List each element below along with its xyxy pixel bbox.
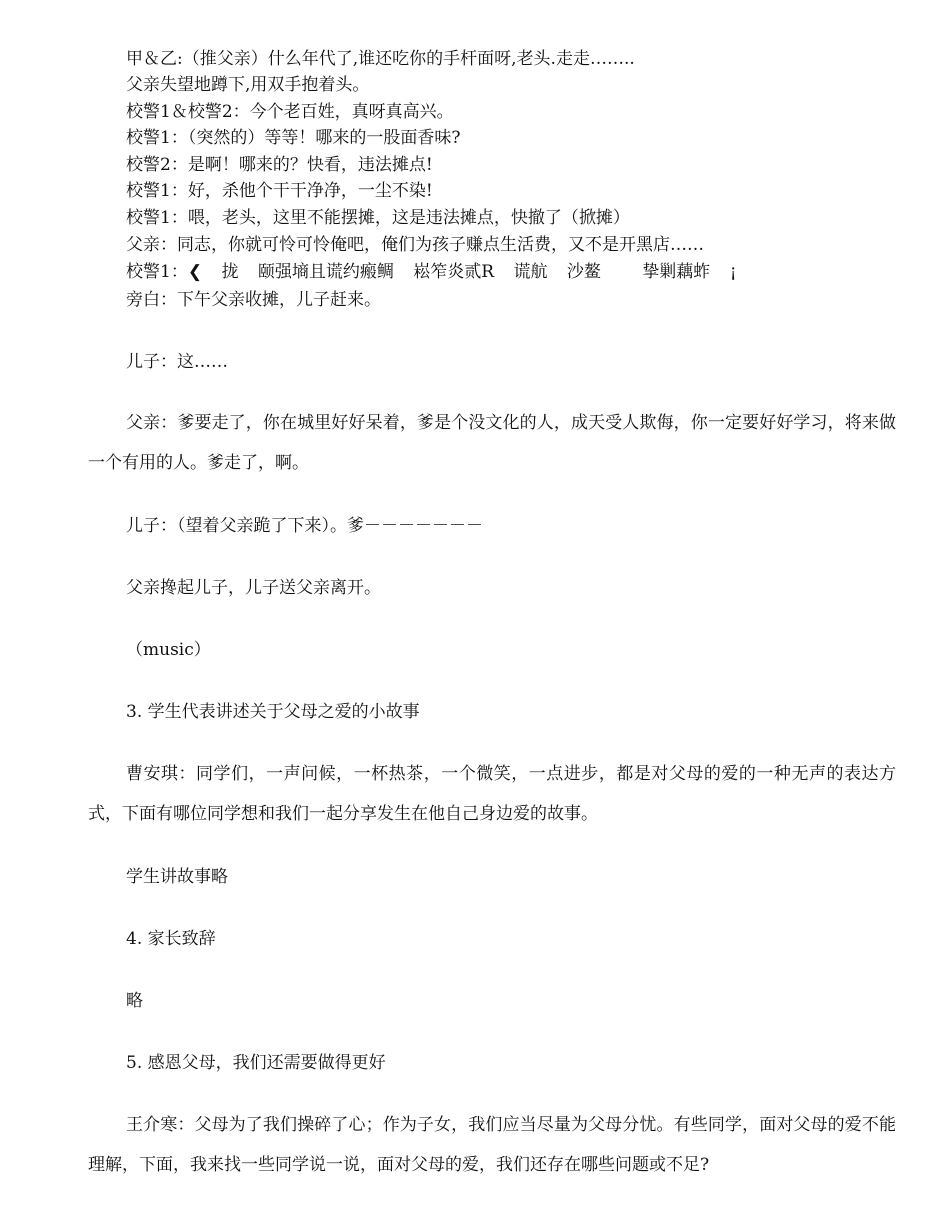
garbled-fragment: 挚剿藕蚱	[642, 262, 711, 282]
garbled-fragment: 崧笮炎贰R	[413, 262, 495, 282]
section-heading-4: 4. 家长致辞	[126, 929, 216, 949]
script-line: 校警1：（突然的）等等！哪来的一股面香味?	[126, 128, 461, 148]
wang-speech: 王介寒：父母为了我们操碎了心；作为子女，我们应当尽量为父母分忧。有些同学，面对父母的爱不能理解，下面，我来找一些同学说一说，面对父母的爱，我们还存在哪些问题或不足?	[88, 1115, 896, 1175]
son-line-2: 儿子：（望着父亲跪了下来）。爹－－－－－－－	[126, 516, 483, 536]
garbled-fragment: 沙鳌	[566, 262, 601, 282]
script-line: 父亲失望地蹲下,用双手抱着头。	[126, 75, 370, 95]
garbled-fragment: ¡	[729, 262, 737, 282]
omitted-note: 略	[126, 991, 143, 1011]
garbled-fragment: 颐强墒且谎约瘢鲷	[257, 262, 394, 282]
garbled-fragment: 谎航	[513, 262, 548, 282]
cao-speech: 曹安琪：同学们，一声问候，一杯热茶，一个微笑，一点进步，都是对父母的爱的一种无声的表达方式，下面有哪位同学想和我们一起分享发生在他自己身边爱的故事。	[88, 764, 896, 824]
garbled-script-line	[126, 259, 751, 285]
script-line: 校警1＆校警2：今个老百姓，真呀真高兴。	[126, 102, 454, 122]
narration-line: 旁白：下午父亲收摊，儿子赶来。	[126, 290, 381, 310]
script-line: 校警1：好，杀他个干干净净，一尘不染!	[126, 181, 433, 201]
garbled-fragment: 拢	[221, 262, 239, 282]
section-heading-5: 5. 感恩父母，我们还需要做得更好	[126, 1053, 386, 1073]
music-cue: （music）	[126, 640, 211, 660]
story-omitted: 学生讲故事略	[126, 867, 228, 887]
father-action: 父亲搀起儿子，儿子送父亲离开。	[126, 578, 381, 598]
script-line: 父亲：同志，你就可怜可怜俺吧，俺们为孩子赚点生活费，又不是开黑店……	[126, 235, 704, 255]
section-heading-3: 3. 学生代表讲述关于父母之爱的小故事	[126, 702, 420, 722]
son-line-1: 儿子：这……	[126, 352, 228, 372]
script-line: 校警2：是啊！哪来的？快看，违法摊点!	[126, 155, 433, 175]
script-line: 甲＆乙:（推父亲）什么年代了,谁还吃你的手杆面呀,老头.走走……..	[126, 49, 635, 69]
garbled-speaker: 校警1：❮	[126, 262, 203, 282]
script-line: 校警1：喂，老头，这里不能摆摊，这是违法摊点，快撤了（掀摊）	[126, 208, 630, 228]
father-speech: 父亲：爹要走了，你在城里好好呆着，爹是个没文化的人，成天受人欺侮，你一定要好好学习，将来做一个有用的人。爹走了，啊。	[88, 413, 896, 473]
